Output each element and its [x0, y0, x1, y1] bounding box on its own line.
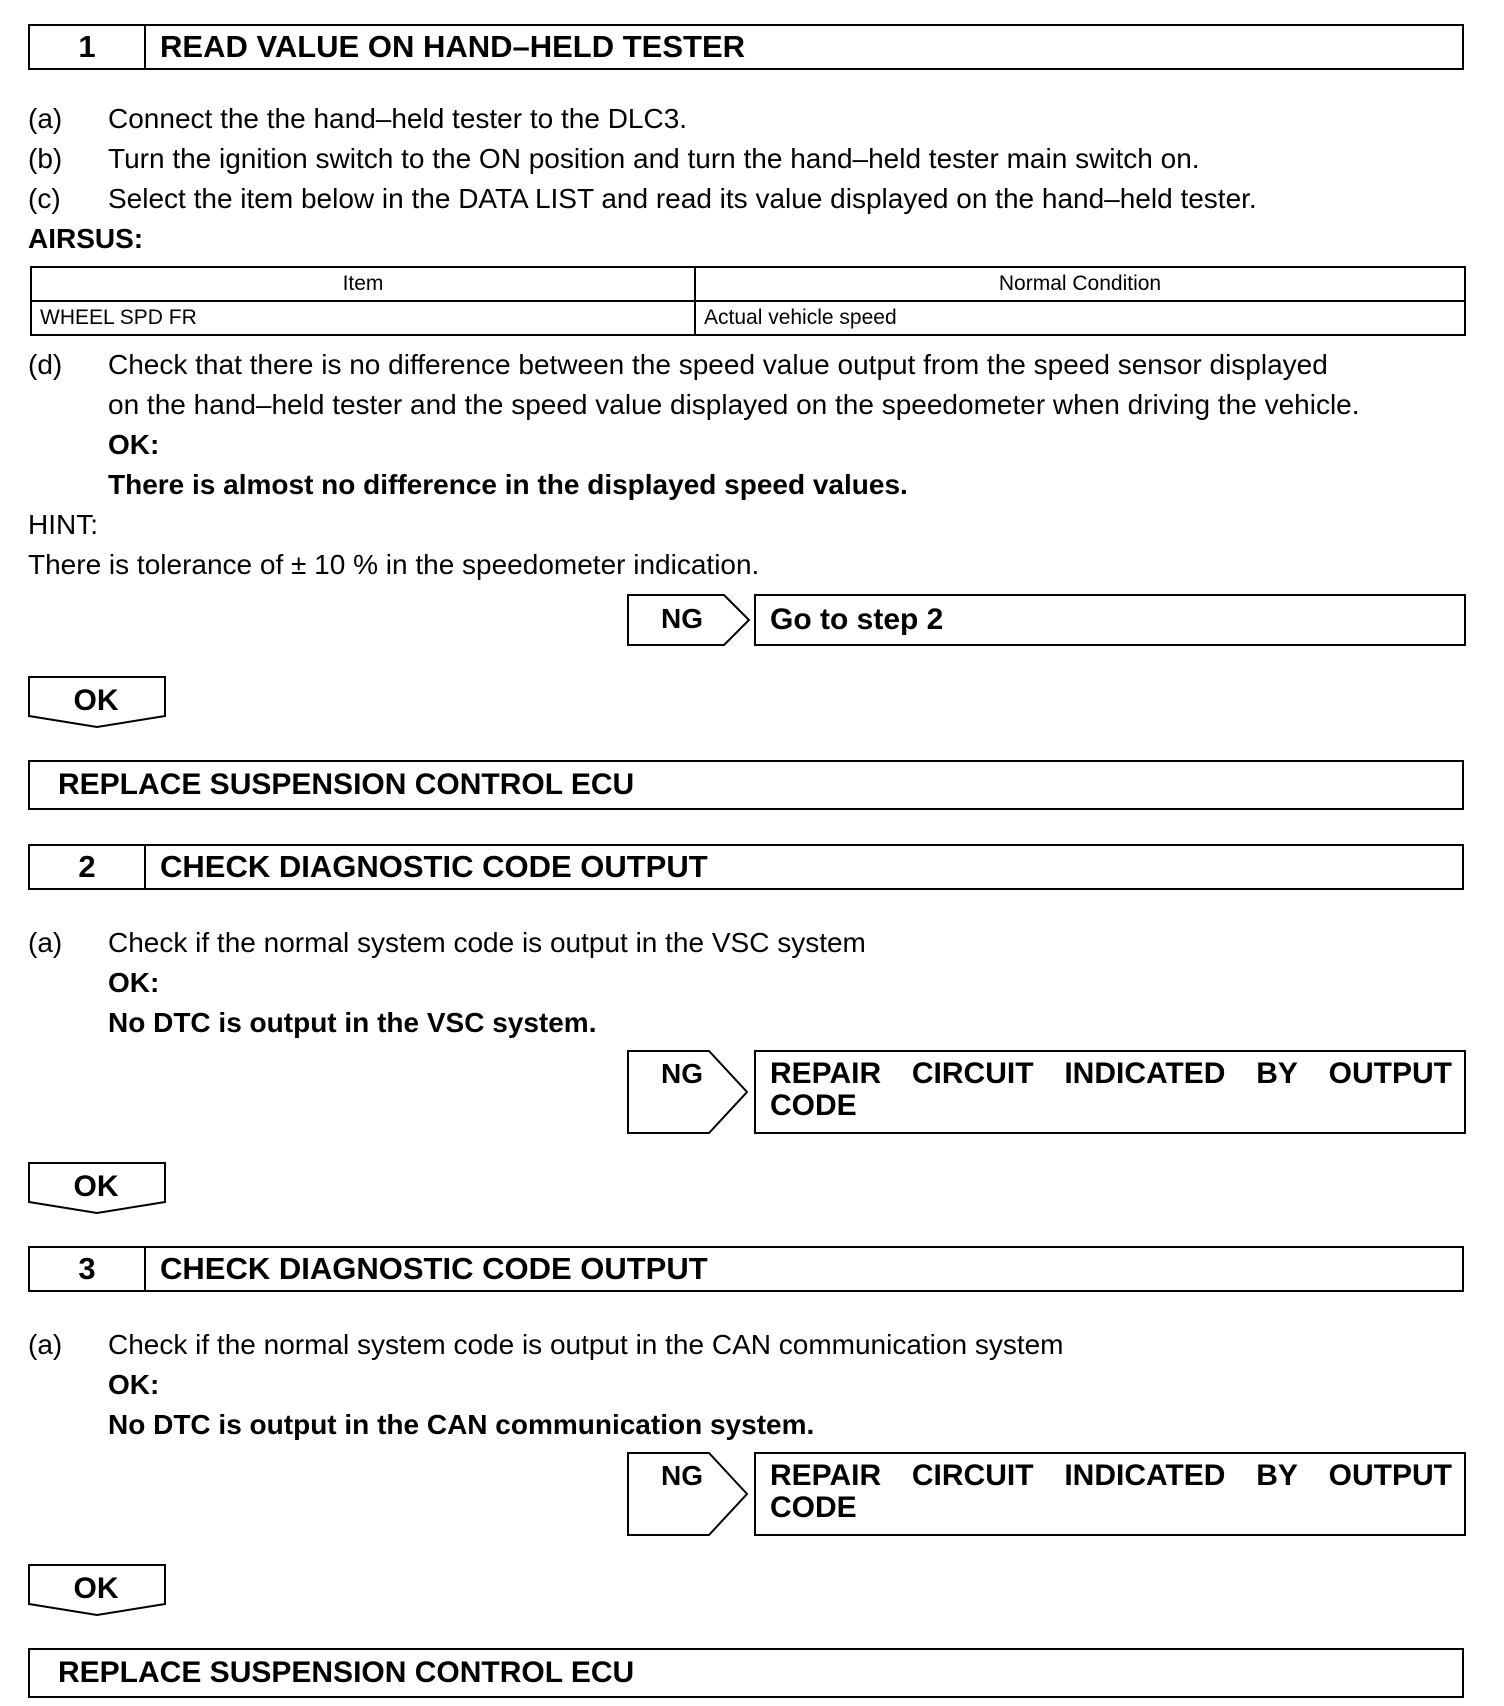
step-3-item-a: [0, 1326, 1504, 1364]
table-header-item: Item: [31, 267, 695, 301]
ng-label: NG: [661, 603, 703, 634]
step-2-header: [28, 844, 1464, 890]
ok-label: OK:: [108, 1369, 160, 1400]
item-label: (d): [28, 349, 63, 380]
table-header-row: [31, 267, 1465, 301]
replace-ecu-box: [28, 1648, 1464, 1698]
ok-tag-label: OK: [73, 1170, 119, 1203]
hint-label: HINT:: [28, 509, 98, 540]
ng-label: NG: [661, 1460, 703, 1491]
step-1-header: [28, 24, 1464, 70]
replace-ecu-box: [28, 760, 1464, 810]
item-text-line1: Check that there is no difference between the speed value output from the speed sensor displayed: [108, 349, 1328, 380]
item-text: Turn the ignition switch to the ON position and turn the hand–held tester main switch on.: [108, 143, 1200, 174]
step-number: 2: [30, 846, 146, 888]
ng-result-line2: CODE: [770, 1491, 857, 1524]
item-text: Check if the normal system code is output in the VSC system: [108, 927, 866, 958]
step-2-item-a: [0, 924, 1504, 962]
ok-criteria: No DTC is output in the VSC system.: [108, 1007, 597, 1038]
step-title: CHECK DIAGNOSTIC CODE OUTPUT: [160, 849, 708, 884]
ng-result-box: [754, 1050, 1466, 1134]
item-label: (a): [28, 1329, 63, 1360]
item-label: (a): [28, 927, 63, 958]
step-title: CHECK DIAGNOSTIC CODE OUTPUT: [160, 1251, 708, 1286]
step-number: 1: [30, 26, 146, 68]
ng-result-word: BY: [1256, 1459, 1298, 1492]
table-row: [31, 301, 1465, 335]
table-cell-item: WHEEL SPD FR: [31, 301, 695, 335]
ng-result-word: REPAIR: [770, 1057, 882, 1090]
item-label: (a): [28, 103, 63, 134]
ng-result-word: REPAIR: [770, 1459, 882, 1492]
step-title: READ VALUE ON HAND–HELD TESTER: [160, 29, 746, 64]
item-label: (b): [28, 143, 63, 174]
item-label: (c): [28, 183, 61, 214]
step-3-header: [28, 1246, 1464, 1292]
step-1-item-a: [0, 100, 1504, 138]
ng-result-line2: CODE: [770, 1089, 857, 1122]
ok-label: OK:: [108, 967, 160, 998]
step-1-item-c: [0, 180, 1504, 218]
step-1-item-b: [0, 140, 1504, 178]
ng-result-box: [754, 1452, 1466, 1536]
ng-result-word: OUTPUT: [1328, 1459, 1452, 1492]
ng-result-text: Go to step 2: [770, 603, 944, 636]
item-text: Connect the the hand–held tester to the DLC3.: [108, 103, 688, 134]
ng-result-word: BY: [1256, 1057, 1298, 1090]
replace-ecu-text: REPLACE SUSPENSION CONTROL ECU: [58, 768, 635, 801]
ok-criteria: No DTC is output in the CAN communication system.: [108, 1409, 815, 1440]
ng-result-box: [754, 594, 1466, 646]
ng-result-line1: [770, 1460, 1452, 1492]
table-caption: AIRSUS:: [28, 223, 144, 254]
step-1-item-d: [0, 346, 1504, 424]
ng-result-word: CIRCUIT: [911, 1459, 1034, 1492]
ng-result-word: INDICATED: [1064, 1057, 1226, 1090]
table-header-condition: Normal Condition: [695, 267, 1465, 301]
item-text-line2: on the hand–held tester and the speed value displayed on the speedometer when driving the vehicle.: [108, 389, 1360, 420]
ng-label: NG: [661, 1058, 703, 1089]
item-text: Check if the normal system code is output in the CAN communication system: [108, 1329, 1064, 1360]
ok-label: OK:: [108, 429, 160, 460]
data-list-table: [30, 266, 1466, 336]
ng-result-word: INDICATED: [1064, 1459, 1226, 1492]
table-cell-condition: Actual vehicle speed: [695, 301, 1465, 335]
ng-result-line1: [770, 1058, 1452, 1090]
hint-text: There is tolerance of ± 10 % in the speedometer indication.: [28, 549, 760, 580]
ok-tag-label: OK: [73, 1572, 119, 1605]
replace-ecu-text: REPLACE SUSPENSION CONTROL ECU: [58, 1656, 635, 1689]
step-number: 3: [30, 1248, 146, 1290]
ok-criteria: There is almost no difference in the displayed speed values.: [108, 469, 908, 500]
ng-result-word: OUTPUT: [1328, 1057, 1452, 1090]
ng-result-word: CIRCUIT: [911, 1057, 1034, 1090]
item-text: Select the item below in the DATA LIST and read its value displayed on the hand–held tester.: [108, 183, 1257, 214]
ok-tag-label: OK: [73, 684, 119, 717]
